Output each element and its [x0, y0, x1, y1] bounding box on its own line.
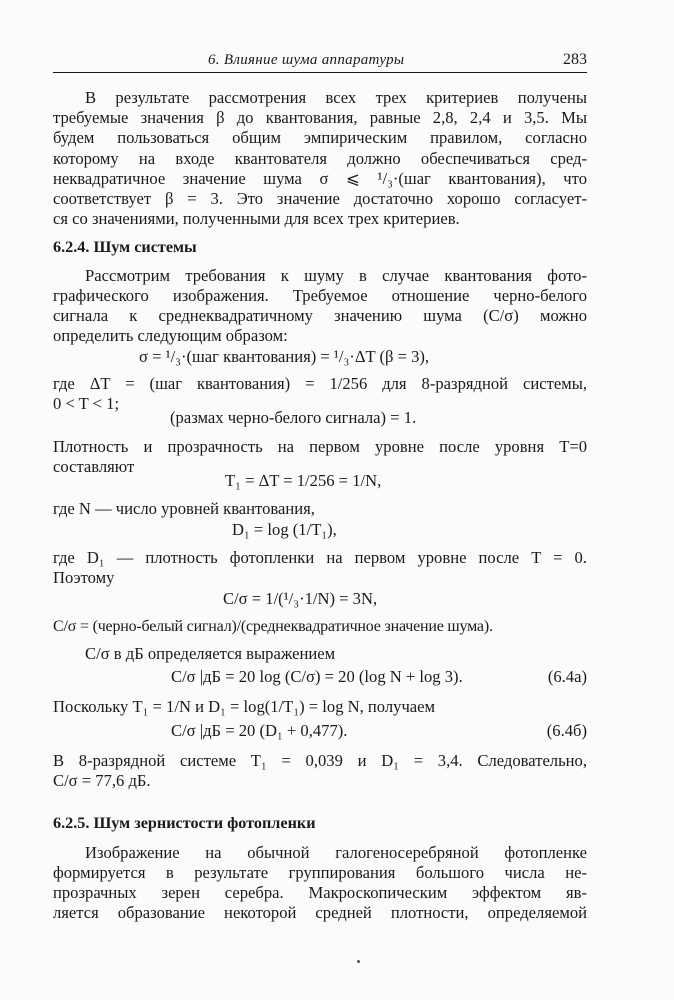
equation-6-4a: С/σ |дБ = 20 log (С/σ) = 20 (log N + log 3). [171, 667, 463, 686]
formula-sigma: σ = ¹/₃·(шаг квантования) = ¹/₃·ΔT (β = 3), [139, 347, 430, 366]
para3-line: формируется в результате группирования большого числа не- [53, 863, 587, 882]
print-speck [357, 960, 360, 963]
para2-line: сигнала к среднеквадратичному значению шума (С/σ) можно [53, 306, 587, 325]
since-text: Поскольку T₁ = 1/N и D₁ = log(1/T₁) = log N, получаем [53, 697, 436, 716]
para1-line: требуемые значения β до квантования, равные 2,8, 2,4 и 3,5. Мы [53, 108, 587, 127]
para1-line: будем пользоваться общим эмпирическим правилом, согласно [53, 128, 587, 147]
para1-line: В результате рассмотрения всех трех критериев получены [85, 88, 587, 107]
equation-number-6-4b: (6.4б) [546, 721, 587, 740]
formula-cs-definition: С/σ = (черно-белый сигнал)/(среднеквадратичное значение шума). [53, 618, 493, 635]
where-d1-text: где D₁ — плотность фотопленки на первом уровне после T = 0. [53, 548, 587, 567]
therefore-text: Поэтому [53, 568, 115, 587]
para1-line: неквадратичное значение шума σ ⩽ ¹/₃·(шаг квантования), что [53, 169, 587, 188]
result-text: В 8-разрядной системе T₁ = 0,039 и D₁ = 3,4. Следовательно, [53, 751, 587, 770]
formula-cs: С/σ = 1/(¹/₃·1/N) = 3N, [223, 589, 378, 608]
running-header [53, 50, 587, 73]
result-text: С/σ = 77,6 дБ. [53, 771, 151, 790]
formula-t1: T₁ = ΔT = 1/256 = 1/N, [225, 471, 382, 490]
header-title: 6. Влияние шума аппаратуры [208, 52, 405, 68]
para3-line: прозрачных зерен серебра. Макроскопическим эффектом яв- [53, 883, 587, 902]
formula-d1: D₁ = log (1/T₁), [232, 520, 337, 539]
para1-line: которому на входе квантователя должно обеспечиваться сред- [53, 149, 587, 168]
formula-where-dt: где ΔT = (шаг квантования) = 1/256 для 8-разрядной системы, [53, 374, 587, 393]
page-number: 283 [563, 51, 587, 68]
where-n-text: где N — число уровней квантования, [53, 499, 315, 518]
para3-line: Изображение на обычной галогеносеребряной фотопленке [85, 843, 587, 862]
para1-line: ся со значениями, полученными для всех трех критериев. [53, 209, 460, 228]
para2-line: Рассмотрим требования к шуму в случае квантования фото- [85, 266, 587, 285]
density-text: составляют [53, 457, 135, 476]
db-intro-text: С/σ в дБ определяется выражением [85, 644, 336, 663]
section-heading-6-2-5: 6.2.5. Шум зернистости фотопленки [53, 814, 316, 832]
section-heading-6-2-4: 6.2.4. Шум системы [53, 238, 197, 256]
formula-range-t: 0 < T < 1; [53, 394, 120, 413]
para2-line: определить следующим образом: [53, 326, 288, 345]
equation-number-6-4a: (6.4а) [547, 667, 587, 686]
para3-line: ляется образование некоторой средней плотности, определяемой [53, 903, 587, 922]
density-text: Плотность и прозрачность на первом уровне после уровня T=0 [53, 437, 587, 456]
para2-line: графического изображения. Требуемое отношение черно-белого [53, 286, 587, 305]
para1-line: соответствует β = 3. Это значение достаточно хорошо согласует- [53, 189, 587, 208]
formula-range-signal: (размах черно-белого сигнала) = 1. [170, 408, 417, 427]
equation-6-4b: С/σ |дБ = 20 (D₁ + 0,477). [171, 721, 348, 740]
